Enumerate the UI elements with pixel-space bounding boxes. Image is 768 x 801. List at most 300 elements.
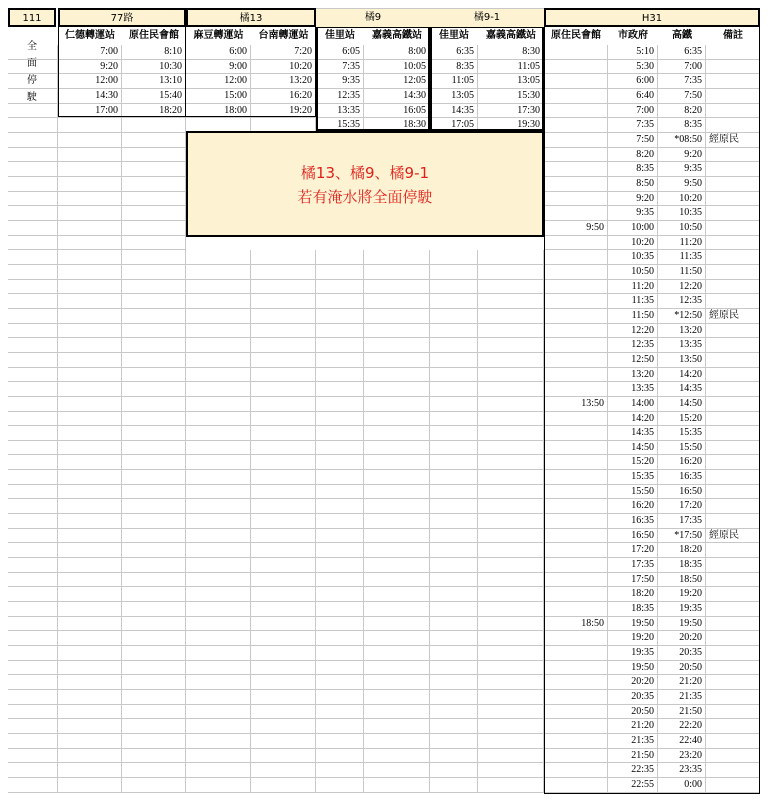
time-cell: 17:00	[58, 104, 122, 118]
time-cell: 18:30	[364, 118, 430, 133]
time-cell: 19:20	[251, 104, 316, 118]
empty-cell	[186, 602, 251, 617]
time-cell: 20:50	[608, 705, 658, 719]
time-cell: 14:30	[364, 89, 430, 104]
empty-cell	[364, 749, 430, 763]
empty-cell	[122, 118, 186, 133]
time-cell: 17:35	[608, 558, 658, 573]
empty-cell	[8, 148, 58, 162]
time-cell: 13:05	[478, 74, 544, 89]
empty-cell	[316, 514, 364, 529]
time-cell: 6:00	[608, 74, 658, 89]
empty-cell	[364, 265, 430, 280]
empty-cell	[364, 441, 430, 455]
route-111-status-4: 駛	[27, 92, 37, 103]
empty-cell	[186, 265, 251, 280]
empty-cell	[186, 617, 251, 631]
empty-cell	[8, 514, 58, 529]
empty-cell	[8, 368, 58, 382]
empty-cell	[430, 719, 478, 734]
empty-cell	[251, 617, 316, 631]
empty-cell	[430, 397, 478, 412]
header-route-ju9-1: 橘9-1	[430, 8, 544, 27]
empty-cell	[8, 573, 58, 587]
time-cell: 7:00	[658, 60, 706, 74]
header-route-h31: H31	[544, 8, 760, 27]
empty-cell	[316, 734, 364, 749]
subheader-ju13-a: 麻豆轉運站	[193, 30, 244, 41]
empty-cell	[316, 705, 364, 719]
empty-cell	[430, 646, 478, 661]
empty-cell	[478, 646, 544, 661]
empty-cell	[430, 690, 478, 705]
empty-cell	[364, 734, 430, 749]
empty-cell	[58, 734, 122, 749]
empty-cell	[122, 558, 186, 573]
empty-cell	[251, 719, 316, 734]
empty-cell	[316, 441, 364, 455]
empty-cell	[364, 661, 430, 675]
empty-cell	[8, 353, 58, 368]
empty-cell	[478, 441, 544, 455]
empty-cell	[478, 382, 544, 397]
time-cell: 18:50	[544, 617, 608, 631]
time-cell: 15:00	[186, 89, 251, 104]
empty-cell	[251, 455, 316, 470]
empty-cell	[316, 690, 364, 705]
time-cell: 21:50	[608, 749, 658, 763]
time-cell: 17:30	[478, 104, 544, 118]
time-cell: 12:35	[316, 89, 364, 104]
empty-cell	[58, 646, 122, 661]
empty-cell	[8, 133, 58, 148]
empty-cell	[122, 705, 186, 719]
empty-cell	[316, 265, 364, 280]
empty-cell	[186, 778, 251, 793]
route-111-status-3: 停	[27, 75, 37, 86]
empty-cell	[251, 441, 316, 455]
time-cell: 22:40	[658, 734, 706, 749]
empty-cell	[478, 675, 544, 690]
empty-cell	[364, 455, 430, 470]
empty-cell	[364, 280, 430, 294]
empty-cell	[364, 573, 430, 587]
time-cell: 12:00	[186, 74, 251, 89]
empty-cell	[316, 250, 364, 265]
empty-cell	[251, 470, 316, 485]
time-cell: 12:50	[608, 353, 658, 368]
empty-cell	[8, 734, 58, 749]
time-cell: 10:50	[608, 265, 658, 280]
empty-cell	[186, 690, 251, 705]
time-cell: 20:35	[608, 690, 658, 705]
empty-cell	[316, 485, 364, 499]
notice-line-1: 橘13、橘9、橘9-1	[300, 164, 430, 182]
time-cell: 13:50	[658, 353, 706, 368]
empty-cell	[251, 250, 316, 265]
empty-cell	[430, 338, 478, 353]
empty-cell	[478, 514, 544, 529]
empty-cell	[186, 499, 251, 514]
empty-cell	[364, 397, 430, 412]
header-route-ju13: 橘13	[186, 8, 316, 27]
time-cell: 14:35	[658, 382, 706, 397]
empty-cell	[186, 353, 251, 368]
empty-cell	[58, 397, 122, 412]
empty-cell	[122, 690, 186, 705]
time-cell: 14:20	[608, 412, 658, 426]
route-h31-frame	[544, 27, 760, 794]
empty-cell	[8, 749, 58, 763]
time-cell: 11:35	[658, 250, 706, 265]
time-cell: 22:55	[608, 778, 658, 793]
time-cell: 6:35	[430, 45, 478, 60]
empty-cell	[430, 368, 478, 382]
empty-cell	[364, 499, 430, 514]
time-cell: 18:20	[658, 543, 706, 558]
time-cell: 20:20	[608, 675, 658, 690]
empty-cell	[122, 514, 186, 529]
time-cell: 8:35	[658, 118, 706, 133]
empty-cell	[430, 441, 478, 455]
empty-cell	[316, 309, 364, 324]
time-cell: 16:50	[608, 529, 658, 543]
empty-cell	[478, 529, 544, 543]
time-cell: 16:20	[608, 499, 658, 514]
empty-cell	[58, 441, 122, 455]
empty-cell	[478, 734, 544, 749]
empty-cell	[58, 675, 122, 690]
empty-cell	[364, 690, 430, 705]
empty-cell	[316, 558, 364, 573]
time-cell: 8:00	[364, 45, 430, 60]
route-ju13-frame	[186, 27, 316, 117]
empty-cell	[430, 280, 478, 294]
empty-cell	[251, 675, 316, 690]
empty-cell	[58, 324, 122, 338]
time-cell: 14:50	[658, 397, 706, 412]
empty-cell	[430, 543, 478, 558]
time-cell: 19:20	[608, 631, 658, 646]
empty-cell	[316, 470, 364, 485]
time-cell: 13:35	[316, 104, 364, 118]
empty-cell	[364, 558, 430, 573]
time-cell: 23:35	[658, 763, 706, 778]
empty-cell	[364, 382, 430, 397]
empty-cell	[58, 470, 122, 485]
empty-cell	[122, 661, 186, 675]
empty-cell	[364, 368, 430, 382]
empty-cell	[364, 631, 430, 646]
time-cell: 15:35	[608, 470, 658, 485]
empty-cell	[58, 250, 122, 265]
empty-cell	[8, 705, 58, 719]
time-cell: 8:20	[658, 104, 706, 118]
empty-cell	[478, 661, 544, 675]
time-cell: 19:35	[658, 602, 706, 617]
time-cell: 10:30	[122, 60, 186, 74]
time-cell: 12:35	[608, 338, 658, 353]
empty-cell	[122, 587, 186, 602]
empty-cell	[478, 573, 544, 587]
time-cell: 14:30	[58, 89, 122, 104]
empty-cell	[364, 324, 430, 338]
empty-cell	[430, 573, 478, 587]
time-cell: 11:35	[608, 294, 658, 309]
empty-cell	[58, 309, 122, 324]
empty-cell	[478, 338, 544, 353]
time-cell: 6:40	[608, 89, 658, 104]
empty-cell	[364, 294, 430, 309]
empty-cell	[364, 412, 430, 426]
time-cell: 12:20	[608, 324, 658, 338]
empty-cell	[58, 353, 122, 368]
empty-cell	[251, 324, 316, 338]
time-cell: 8:35	[430, 60, 478, 74]
empty-cell	[430, 294, 478, 309]
empty-cell	[364, 309, 430, 324]
empty-cell	[251, 280, 316, 294]
empty-cell	[186, 719, 251, 734]
empty-cell	[478, 485, 544, 499]
time-cell: 7:35	[608, 118, 658, 133]
time-cell: 12:20	[658, 280, 706, 294]
empty-cell	[122, 397, 186, 412]
time-cell: 21:50	[658, 705, 706, 719]
empty-cell	[478, 749, 544, 763]
time-cell: 14:00	[608, 397, 658, 412]
empty-cell	[8, 177, 58, 192]
time-cell: 9:50	[658, 177, 706, 192]
empty-cell	[478, 719, 544, 734]
empty-cell	[58, 778, 122, 793]
empty-cell	[58, 382, 122, 397]
empty-cell	[251, 338, 316, 353]
time-cell: 13:20	[608, 368, 658, 382]
empty-cell	[186, 705, 251, 719]
empty-cell	[316, 412, 364, 426]
empty-cell	[186, 338, 251, 353]
time-cell: 11:50	[608, 309, 658, 324]
empty-cell	[251, 529, 316, 543]
empty-cell	[8, 499, 58, 514]
time-cell: 17:20	[658, 499, 706, 514]
empty-cell	[58, 338, 122, 353]
subheader-h31-b: 市政府	[618, 30, 648, 41]
empty-cell	[186, 675, 251, 690]
empty-cell	[122, 426, 186, 441]
time-cell: 15:35	[316, 118, 364, 133]
empty-cell	[430, 675, 478, 690]
empty-cell	[478, 705, 544, 719]
time-cell: 18:20	[608, 587, 658, 602]
time-cell: 16:20	[658, 455, 706, 470]
subheader-ju9-1-b: 嘉義高鐵站	[486, 30, 536, 41]
empty-cell	[316, 499, 364, 514]
empty-cell	[430, 778, 478, 793]
empty-cell	[8, 397, 58, 412]
empty-cell	[186, 646, 251, 661]
empty-cell	[430, 353, 478, 368]
empty-cell	[316, 778, 364, 793]
time-cell: 經原民	[706, 309, 760, 324]
empty-cell	[251, 412, 316, 426]
empty-cell	[430, 631, 478, 646]
time-cell: 8:50	[608, 177, 658, 192]
empty-cell	[251, 573, 316, 587]
empty-cell	[316, 397, 364, 412]
empty-cell	[8, 89, 58, 104]
empty-cell	[316, 661, 364, 675]
empty-cell	[251, 763, 316, 778]
empty-cell	[478, 763, 544, 778]
empty-cell	[122, 441, 186, 455]
empty-cell	[251, 382, 316, 397]
empty-cell	[122, 543, 186, 558]
time-cell: 10:00	[608, 221, 658, 236]
empty-cell	[364, 646, 430, 661]
empty-cell	[122, 602, 186, 617]
time-cell: 11:05	[430, 74, 478, 89]
empty-cell	[186, 250, 251, 265]
empty-cell	[8, 470, 58, 485]
empty-cell	[122, 309, 186, 324]
empty-cell	[316, 382, 364, 397]
empty-cell	[251, 587, 316, 602]
empty-cell	[122, 192, 186, 206]
subheader-h31-d: 備註	[723, 30, 743, 41]
empty-cell	[478, 324, 544, 338]
empty-cell	[478, 397, 544, 412]
empty-cell	[122, 280, 186, 294]
time-cell: 14:35	[430, 104, 478, 118]
empty-cell	[8, 426, 58, 441]
empty-cell	[478, 778, 544, 793]
empty-cell	[430, 734, 478, 749]
empty-cell	[122, 206, 186, 221]
empty-cell	[251, 499, 316, 514]
empty-cell	[251, 690, 316, 705]
empty-cell	[122, 529, 186, 543]
empty-cell	[8, 543, 58, 558]
empty-cell	[316, 324, 364, 338]
empty-cell	[186, 587, 251, 602]
empty-cell	[8, 382, 58, 397]
empty-cell	[58, 763, 122, 778]
time-cell: 15:50	[658, 441, 706, 455]
time-cell: 14:35	[608, 426, 658, 441]
empty-cell	[364, 250, 430, 265]
time-cell: 15:30	[478, 89, 544, 104]
time-cell: 10:20	[251, 60, 316, 74]
empty-cell	[122, 250, 186, 265]
empty-cell	[478, 412, 544, 426]
time-cell: 7:20	[251, 45, 316, 60]
empty-cell	[122, 133, 186, 148]
empty-cell	[58, 221, 122, 236]
empty-cell	[478, 353, 544, 368]
time-cell: 7:35	[658, 74, 706, 89]
empty-cell	[364, 338, 430, 353]
empty-cell	[8, 778, 58, 793]
time-cell: 12:00	[58, 74, 122, 89]
empty-cell	[478, 250, 544, 265]
empty-cell	[122, 719, 186, 734]
empty-cell	[364, 514, 430, 529]
empty-cell	[251, 646, 316, 661]
empty-cell	[478, 426, 544, 441]
empty-cell	[316, 646, 364, 661]
time-cell: 10:50	[658, 221, 706, 236]
empty-cell	[8, 192, 58, 206]
empty-cell	[122, 412, 186, 426]
empty-cell	[430, 426, 478, 441]
empty-cell	[478, 470, 544, 485]
time-cell: 19:50	[608, 661, 658, 675]
empty-cell	[251, 368, 316, 382]
time-cell: 17:05	[430, 118, 478, 133]
time-cell: 17:20	[608, 543, 658, 558]
empty-cell	[478, 617, 544, 631]
empty-cell	[122, 734, 186, 749]
time-cell: 9:20	[608, 192, 658, 206]
empty-cell	[58, 280, 122, 294]
empty-cell	[186, 763, 251, 778]
route-ju9-1-frame	[430, 27, 544, 131]
empty-cell	[186, 324, 251, 338]
empty-cell	[186, 368, 251, 382]
empty-cell	[122, 617, 186, 631]
empty-cell	[186, 412, 251, 426]
time-cell: 13:20	[251, 74, 316, 89]
time-cell: 9:35	[608, 206, 658, 221]
empty-cell	[122, 631, 186, 646]
empty-cell	[58, 206, 122, 221]
empty-cell	[478, 587, 544, 602]
empty-cell	[58, 177, 122, 192]
time-cell: 12:05	[364, 74, 430, 89]
empty-cell	[364, 763, 430, 778]
empty-cell	[186, 543, 251, 558]
empty-cell	[186, 455, 251, 470]
header-route-77: 77路	[58, 8, 186, 27]
empty-cell	[364, 719, 430, 734]
empty-cell	[478, 602, 544, 617]
header-route-ju9: 橘9	[316, 8, 430, 27]
empty-cell	[58, 602, 122, 617]
empty-cell	[364, 485, 430, 499]
empty-cell	[478, 280, 544, 294]
subheader-77-b: 原住民會館	[129, 30, 179, 41]
time-cell: 19:50	[608, 617, 658, 631]
empty-cell	[122, 177, 186, 192]
empty-cell	[8, 118, 58, 133]
empty-cell	[430, 558, 478, 573]
empty-cell	[186, 441, 251, 455]
time-cell: 20:50	[658, 661, 706, 675]
empty-cell	[186, 382, 251, 397]
empty-cell	[316, 602, 364, 617]
empty-cell	[430, 382, 478, 397]
empty-cell	[364, 426, 430, 441]
empty-cell	[122, 265, 186, 280]
time-cell: 13:35	[658, 338, 706, 353]
empty-cell	[8, 617, 58, 631]
time-cell: *08:50	[658, 133, 706, 148]
time-cell: 7:00	[58, 45, 122, 60]
empty-cell	[251, 543, 316, 558]
empty-cell	[8, 45, 58, 60]
